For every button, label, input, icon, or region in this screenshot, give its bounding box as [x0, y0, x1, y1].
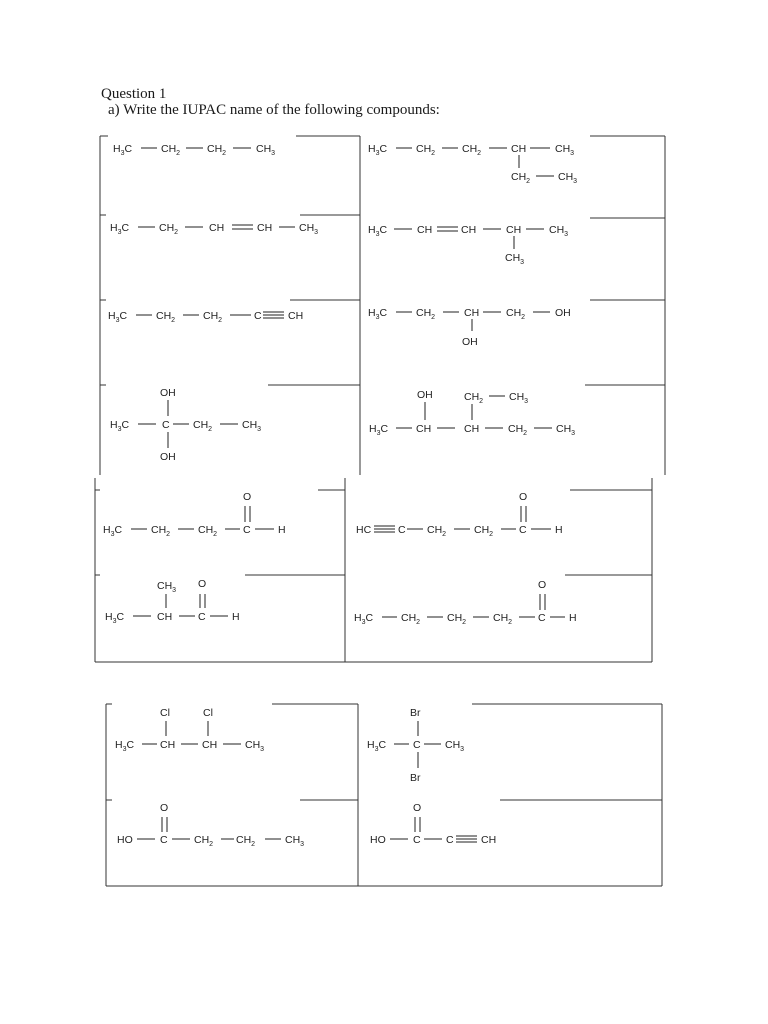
svg-text:CH2: $CH_2$: [511, 171, 531, 185]
svg-text:CH: CH: [506, 224, 522, 236]
svg-text:CH2: $CH_2$: [161, 143, 181, 157]
compound-10-structure: [356, 491, 563, 538]
svg-text:H: H: [555, 524, 563, 536]
svg-text:CH2: $CH_2$: [508, 423, 528, 437]
svg-text:HC: HC: [356, 524, 372, 536]
svg-text:O: O: [538, 579, 547, 591]
compound-15-structure: [117, 802, 304, 848]
svg-text:CH3: $CH_3$: [256, 143, 276, 157]
block-3-frame: [106, 704, 662, 886]
svg-text:CH: CH: [416, 423, 432, 435]
compound-14-structure: [367, 707, 464, 784]
svg-text:CH2: $CH_2$: [159, 222, 179, 236]
svg-text:CH2: $CH_2$: [207, 143, 227, 157]
svg-text:C: C: [538, 612, 546, 624]
svg-text:H3C: $H_3C$: [113, 143, 133, 157]
svg-text:C: C: [160, 834, 168, 846]
svg-text:OH: OH: [160, 387, 176, 399]
svg-text:CH3: $CH_3$: [509, 391, 529, 405]
svg-text:CH3: $CH_3$: [558, 171, 578, 185]
svg-text:CH2: $CH_2$: [447, 612, 467, 626]
svg-text:H3C: $H_3C$: [368, 224, 388, 238]
svg-text:CH2: $CH_2$: [401, 612, 421, 626]
svg-text:CH3: $CH_3$: [549, 224, 569, 238]
svg-text:H3C: $H_3C$: [110, 222, 130, 236]
svg-text:CH3: $CH_3$: [556, 423, 576, 437]
svg-text:C: C: [413, 834, 421, 846]
question-instruction: a) Write the IUPAC name of the following compounds:: [108, 102, 440, 118]
svg-text:C: C: [254, 310, 262, 322]
svg-text:CH3: $CH_3$: [505, 252, 525, 266]
svg-text:OH: OH: [417, 389, 433, 401]
svg-text:C: C: [198, 611, 206, 623]
svg-text:CH2: $CH_2$: [194, 834, 214, 848]
svg-text:CH: CH: [481, 834, 497, 846]
compound-12-structure: [354, 579, 577, 626]
svg-text:H3C: $H_3C$: [108, 310, 128, 324]
svg-text:CH2: $CH_2$: [151, 524, 171, 538]
svg-text:CH3: $CH_3$: [299, 222, 319, 236]
svg-text:H: H: [569, 612, 577, 624]
svg-text:CH2: $CH_2$: [416, 143, 436, 157]
block-2-frame: [95, 478, 652, 662]
svg-text:C: C: [162, 419, 170, 431]
svg-text:HO: HO: [370, 834, 386, 846]
svg-text:Br: Br: [410, 772, 421, 784]
svg-text:CH2: $CH_2$: [493, 612, 513, 626]
svg-text:C: C: [413, 739, 421, 751]
question-title: Question 1: [101, 86, 167, 102]
svg-text:CH: CH: [157, 611, 173, 623]
svg-text:H3C: $H_3C$: [105, 611, 125, 625]
compound-1-structure: [113, 143, 275, 157]
compound-2-structure: [368, 143, 577, 185]
svg-text:CH2: $CH_2$: [474, 524, 494, 538]
svg-text:H3C: $H_3C$: [103, 524, 123, 538]
svg-text:H: H: [232, 611, 240, 623]
svg-text:H3C: $H_3C$: [354, 612, 374, 626]
svg-text:Cl: Cl: [203, 707, 213, 719]
compound-7-structure: [110, 387, 261, 463]
compound-4-structure: [368, 224, 568, 266]
svg-text:CH3: $CH_3$: [242, 419, 262, 433]
svg-text:HO: HO: [117, 834, 133, 846]
svg-text:H3C: $H_3C$: [115, 739, 135, 753]
svg-text:H: H: [278, 524, 286, 536]
svg-text:CH2: $CH_2$: [236, 834, 256, 848]
svg-text:CH2: $CH_2$: [203, 310, 223, 324]
svg-text:CH: CH: [209, 222, 225, 234]
svg-text:C: C: [519, 524, 527, 536]
svg-text:CH: CH: [461, 224, 477, 236]
svg-text:O: O: [519, 491, 528, 503]
svg-text:CH: CH: [511, 143, 527, 155]
svg-text:CH: CH: [202, 739, 218, 751]
svg-text:CH2: $CH_2$: [462, 143, 482, 157]
svg-text:O: O: [413, 802, 422, 814]
compound-6-structure: [368, 307, 571, 348]
svg-text:C: C: [243, 524, 251, 536]
svg-text:CH: CH: [417, 224, 433, 236]
svg-text:CH2: $CH_2$: [193, 419, 213, 433]
svg-text:OH: OH: [555, 307, 571, 319]
svg-text:CH: CH: [288, 310, 304, 322]
svg-text:C: C: [446, 834, 454, 846]
compound-8-structure: [369, 389, 575, 437]
svg-text:Br: Br: [410, 707, 421, 719]
svg-text:H3C: $H_3C$: [110, 419, 130, 433]
compound-16-structure: [370, 802, 496, 846]
svg-text:OH: OH: [160, 451, 176, 463]
compound-5-structure: [108, 310, 303, 324]
svg-text:CH2: $CH_2$: [427, 524, 447, 538]
svg-text:O: O: [243, 491, 252, 503]
svg-text:H3C: $H_3C$: [368, 143, 388, 157]
compound-13-structure: [115, 707, 264, 753]
compound-3-structure: [110, 222, 318, 236]
svg-text:CH3: $CH_3$: [245, 739, 265, 753]
compound-9-structure: [103, 491, 286, 538]
svg-text:O: O: [160, 802, 169, 814]
svg-text:CH2: $CH_2$: [416, 307, 436, 321]
svg-text:CH: CH: [464, 307, 480, 319]
svg-text:CH2: $CH_2$: [464, 391, 484, 405]
svg-text:CH3: $CH_3$: [445, 739, 465, 753]
svg-text:CH: CH: [464, 423, 480, 435]
svg-text:Cl: Cl: [160, 707, 170, 719]
svg-text:OH: OH: [462, 336, 478, 348]
svg-text:CH3: $CH_3$: [157, 580, 177, 594]
svg-text:CH: CH: [257, 222, 273, 234]
svg-text:CH: CH: [160, 739, 176, 751]
svg-text:O: O: [198, 578, 207, 590]
svg-text:CH2: $CH_2$: [156, 310, 176, 324]
svg-text:C: C: [398, 524, 406, 536]
svg-text:H3C: $H_3C$: [368, 307, 388, 321]
svg-text:CH2: $CH_2$: [198, 524, 218, 538]
svg-text:CH3: $CH_3$: [555, 143, 575, 157]
svg-text:CH2: $CH_2$: [506, 307, 526, 321]
svg-text:H3C: $H_3C$: [367, 739, 387, 753]
svg-text:CH3: $CH_3$: [285, 834, 305, 848]
compound-11-structure: [105, 578, 240, 625]
svg-text:H3C: $H_3C$: [369, 423, 389, 437]
